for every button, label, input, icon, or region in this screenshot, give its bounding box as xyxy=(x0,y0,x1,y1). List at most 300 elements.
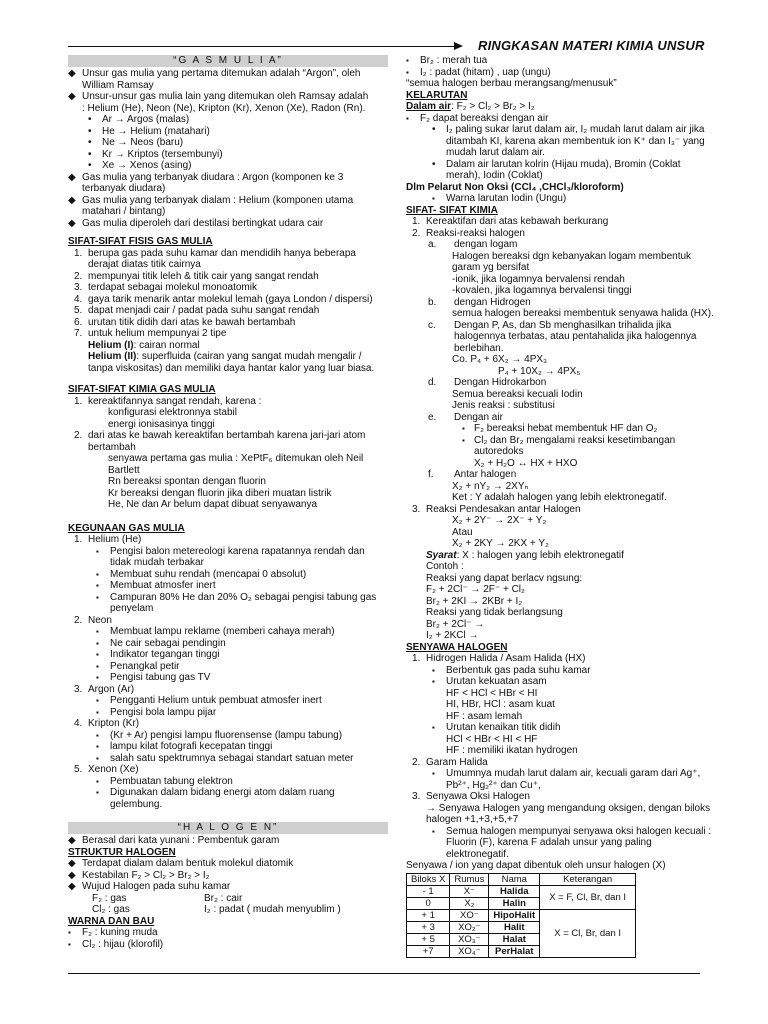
list-item xyxy=(406,596,702,608)
list-item-text: X₂ + 2Y⁻ → 2X⁻ + Y₂ xyxy=(452,515,547,526)
right-column xyxy=(406,55,714,958)
list-item xyxy=(68,114,388,126)
kegunaan-title: KEGUNAAN GAS MULIA xyxy=(68,522,185,534)
header-rule xyxy=(68,46,456,47)
list-item-text: He, Ne dan Ar belum dapat dibuat senyawanya xyxy=(108,499,318,510)
sifat-kimia-gas-mulia-title: SIFAT-SIFAT KIMIA GAS MULIA xyxy=(68,384,216,395)
list-item-text: : Helium (He), Neon (Ne), Kripton (Kr), Xenon (Xe), Radon (Rn). xyxy=(82,102,366,114)
list-item xyxy=(406,504,702,516)
list-item-text: Pengisi bola lampu pijar xyxy=(110,706,217,718)
gas-mulia-intro-list xyxy=(68,68,388,229)
list-item-text: I₂ + 2KCl → xyxy=(426,630,479,641)
list-item-text: Pengisi tabung gas TV xyxy=(110,672,211,683)
list-item xyxy=(406,665,702,677)
list-item xyxy=(406,584,702,596)
list-item-text: Ket : Y adalah halogen yang lebih elektronegatif. xyxy=(452,492,667,503)
list-item xyxy=(406,389,702,401)
square-bullet-icon: ▪ xyxy=(406,67,409,77)
list-item xyxy=(406,688,702,700)
list-item xyxy=(406,768,702,780)
list-item xyxy=(406,780,702,792)
list-item xyxy=(406,308,714,320)
list-item xyxy=(406,193,702,205)
square-bullet-icon: ▪ xyxy=(432,677,435,686)
list-item xyxy=(406,435,702,447)
list-item-text: Kr bereaksi dengan fluorin jika diberi muatan listrik xyxy=(108,487,332,499)
diamond-bullet-icon: ◆ xyxy=(68,68,76,79)
list-item-text: Urutan kenaikan titik didih xyxy=(446,722,561,733)
list-item-text: I₂ : padat (hitam) , uap (ungu) xyxy=(420,66,551,78)
list-item xyxy=(406,757,702,769)
list-item-text: HCl < HBr < HI < HF xyxy=(446,733,538,745)
list-marker: 1. xyxy=(74,247,83,259)
list-item xyxy=(68,787,388,799)
list-item xyxy=(68,430,388,442)
list-item-text: urutan titik didih dari atas ke bawah bertambah xyxy=(88,316,296,328)
square-bullet-icon: ▪ xyxy=(432,665,435,675)
list-item xyxy=(68,661,388,673)
list-item-text: HF : memiliki ikatan hydrogen xyxy=(446,745,578,756)
list-item xyxy=(406,400,702,412)
list-marker: 7. xyxy=(74,328,83,339)
diamond-bullet-icon: ◆ xyxy=(68,217,76,229)
list-item xyxy=(68,317,388,329)
list-item-text: halogen +1,+3,+5,+7 xyxy=(426,814,519,825)
list-item-text: mudah larut dalam air. xyxy=(446,147,545,158)
list-item-text: berupa gas pada suhu kamar dan mendidih hanya beberapa xyxy=(88,247,356,259)
non-oksi-list xyxy=(406,193,702,205)
list-item-text: Pb²⁺, Hg₂²⁺ dan Cu⁺, xyxy=(446,779,541,791)
list-item xyxy=(406,630,702,642)
list-item-text: Hidrogen Halida / Asam Halida (HX) xyxy=(426,653,586,664)
list-item xyxy=(406,607,702,619)
square-bullet-icon: ▪ xyxy=(68,939,71,949)
list-item-text: I₂ paling sukar larut dalam air, I₂ mudah larut dalam air jika xyxy=(446,124,705,135)
list-marker: 3. xyxy=(74,683,83,695)
list-item xyxy=(68,160,388,172)
non-oksi-title: Dlm Pelarut Non Oksi (CCl₄ ,CHCl₃/kloroform) xyxy=(406,181,624,193)
list-item xyxy=(406,262,702,274)
list-item xyxy=(68,603,388,615)
list-item-text: penyelam xyxy=(110,603,154,614)
list-item xyxy=(406,481,702,493)
list-item-text: dengan Hidrogen xyxy=(454,296,531,308)
square-bullet-icon: ▪ xyxy=(96,581,99,590)
list-item xyxy=(406,377,702,389)
list-item-text: Xe → Xenos (asing) xyxy=(102,160,192,171)
list-marker: 1. xyxy=(412,216,421,227)
list-item-text: Halogen bereaksi dgn kebanyakan logam membentuk xyxy=(452,250,692,262)
list-item-text: Kr → Kriptos (tersembunyi) xyxy=(102,148,223,160)
list-item-text: Dalam air larutan kolrin (Hijau muda), Bromin (Coklat xyxy=(446,158,681,170)
list-item-text: Rn bereaksi spontan dengan fluorin xyxy=(108,476,266,487)
list-item xyxy=(68,305,388,317)
table-header: Keterangan xyxy=(540,873,636,885)
list-marker: 5. xyxy=(74,764,83,775)
senyawa-list xyxy=(406,653,712,860)
list-item xyxy=(406,802,711,815)
list-item-text: HF : asam lemah xyxy=(446,710,523,722)
helium-2-cont: tanpa viskositas) dan memiliki daya hantar kalor yang luar biasa. xyxy=(88,362,375,374)
table-caption: Senyawa / ion yang dapat dibentuk oleh unsur halogen (X) xyxy=(406,860,666,871)
list-item xyxy=(68,592,388,604)
list-item xyxy=(68,465,388,477)
list-item-text: Garam Halida xyxy=(426,756,488,768)
list-item-text: Argon (Ar) xyxy=(88,683,135,695)
list-item-text: Br₂ + 2Cl⁻ → xyxy=(426,618,485,630)
footer-rule xyxy=(68,973,700,974)
list-item xyxy=(406,354,702,366)
list-item xyxy=(68,488,388,500)
list-item xyxy=(406,722,702,734)
list-item xyxy=(68,707,388,719)
halogen-origin-row: ◆ Berasal dari kata yunani : Pembentuk garam xyxy=(68,835,280,846)
table-header-row xyxy=(407,873,636,885)
square-bullet-icon: ▪ xyxy=(406,113,409,123)
list-item-text: Co. P₄ + 6X₂ → 4PX₃ xyxy=(452,354,548,365)
list-item-text: Terdapat dialam dalam bentuk molekul diatomik xyxy=(82,858,294,869)
list-item-text: Cl₂ dan Br₂ mengalami reaksi kesetimbangan xyxy=(474,434,676,446)
list-item xyxy=(68,638,388,650)
dalam-air-row: Dalam air : F₂ > Cl₂ > Br₂ > I₂ xyxy=(406,101,535,112)
helium-2-row: Helium (II) : superfluida (cairan yang sangat mudah mengalir / xyxy=(88,351,362,362)
dot-bullet-icon: • xyxy=(88,137,92,148)
square-bullet-icon: ▪ xyxy=(96,673,99,682)
list-item-text: Fluorin (F), karena F adalah unsur yang paling xyxy=(446,837,652,848)
list-item-text: untuk helium mempunyai 2 tipe xyxy=(88,328,227,339)
list-item xyxy=(68,569,388,581)
dot-bullet-icon: • xyxy=(88,114,92,125)
list-item-text: ditambah KI, karena akan membentuk ion K⁺ dan I₃⁻ yang xyxy=(446,135,705,147)
list-item-text: X₂ + 2KY → 2KX + Y₂ xyxy=(452,538,549,549)
oksi-halogen-table xyxy=(406,873,636,958)
list-item-text: Pembuatan tabung elektron xyxy=(110,775,233,787)
list-item xyxy=(68,126,388,138)
warna-cont-list xyxy=(406,55,702,90)
list-item xyxy=(68,615,388,627)
list-item-text: F₂ dapat bereaksi dengan air xyxy=(420,112,549,124)
square-bullet-icon: ▪ xyxy=(96,730,99,740)
list-item xyxy=(68,442,388,454)
list-item xyxy=(68,218,388,230)
list-item-text: Jenis reaksi : substitusi xyxy=(452,400,555,411)
list-item xyxy=(68,68,388,80)
square-bullet-icon: ▪ xyxy=(462,424,465,433)
list-item-text: semua halogen bereaksi membentuk senyawa halida (HX). xyxy=(452,308,714,319)
list-item xyxy=(406,135,705,148)
list-marker: 2. xyxy=(412,756,421,768)
list-marker: f. xyxy=(428,469,434,480)
warna-list xyxy=(68,927,388,950)
list-item xyxy=(68,764,388,776)
list-item xyxy=(68,407,388,419)
list-item-text: Br₂ + 2KI → 2KBr + I₂ xyxy=(426,595,523,607)
list-item-text: F₂ bereaksi hebat membentuk HF dan O₂ xyxy=(474,423,658,434)
list-item xyxy=(406,331,702,343)
list-item-text: Wujud Halogen pada suhu kamar xyxy=(82,881,231,892)
square-bullet-icon: ▪ xyxy=(432,826,435,836)
list-item-text: Semua bereaksi kecuali Iodin xyxy=(452,388,583,400)
struktur-list xyxy=(68,858,388,893)
list-item xyxy=(406,711,702,723)
list-item-text: Kripton (Kr) xyxy=(88,718,140,729)
list-marker: 2. xyxy=(74,430,83,441)
list-item-text: William Ramsay xyxy=(82,79,154,91)
list-marker: 4. xyxy=(74,718,83,729)
table-row: 0 X₂ Halin xyxy=(407,897,636,909)
list-item xyxy=(406,837,702,849)
list-item-text: Campuran 80% He dan 20% O₂ sebagai pengisi tabung gas xyxy=(110,591,377,603)
list-item xyxy=(68,91,388,103)
list-item-text: terbanyak diudara) xyxy=(82,183,166,194)
table-row: + 3 XO₂⁻ Halit xyxy=(407,921,636,933)
list-item xyxy=(68,730,388,742)
sifat-fisis-list xyxy=(68,248,388,340)
list-item-text: -ionik, jika logamnya bervalensi rendah xyxy=(452,273,625,285)
list-marker: 3. xyxy=(74,282,83,293)
list-item xyxy=(68,718,388,730)
diamond-bullet-icon: ◆ xyxy=(68,194,76,206)
diamond-bullet-icon: ◆ xyxy=(68,858,76,869)
list-item xyxy=(406,124,705,136)
list-item xyxy=(406,67,702,79)
list-item xyxy=(68,103,388,115)
square-bullet-icon: ▪ xyxy=(96,753,99,763)
list-item xyxy=(406,458,702,470)
list-item-text: P₄ + 10X₂ → 4PX₅ xyxy=(498,365,581,377)
list-item xyxy=(406,78,702,90)
square-bullet-icon: ▪ xyxy=(96,569,99,579)
table-row: +7 XO₄⁻ PerHalat xyxy=(407,945,636,957)
warna-title: WARNA DAN BAU xyxy=(68,915,155,927)
square-bullet-icon: ▪ xyxy=(432,769,435,778)
list-item-text: Atau xyxy=(452,526,473,538)
gas-mulia-band: “G A S M U L I A” xyxy=(68,55,388,67)
document-title: RINGKASAN MATERI KIMIA UNSUR xyxy=(478,38,705,53)
list-item-text: Pengganti Helium untuk pembuat atmosfer inert xyxy=(110,695,322,706)
list-item xyxy=(406,285,702,297)
list-item xyxy=(406,251,702,263)
list-item-text: konfigurasi elektronnya stabil xyxy=(108,407,237,418)
list-marker: 1. xyxy=(412,653,421,664)
square-bullet-icon: ▪ xyxy=(96,650,99,659)
list-item-text: Unsur-unsur gas mulia lain yang ditemukan oleh Ramsay adalah xyxy=(82,91,369,102)
square-bullet-icon: ▪ xyxy=(432,723,435,732)
list-item xyxy=(68,741,388,753)
wujud-row-1: F₂ : gas Br₂ : cair xyxy=(92,892,243,904)
list-item xyxy=(406,343,702,355)
list-item-text: Umumnya mudah larut dalam air, kecuali garam dari Ag⁺, xyxy=(446,768,701,779)
list-item xyxy=(406,699,702,711)
list-item-text: F₂ : kuning muda xyxy=(82,927,158,938)
square-bullet-icon: ▪ xyxy=(68,928,71,937)
list-item xyxy=(406,216,702,228)
list-marker: 2. xyxy=(412,227,421,239)
list-item-text: garam yg bersifat xyxy=(452,262,530,273)
list-item xyxy=(406,515,702,527)
square-bullet-icon: ▪ xyxy=(406,56,409,65)
list-item-text: Xenon (Xe) xyxy=(88,764,139,775)
list-item xyxy=(68,206,388,218)
list-item-text: Indikator tegangan tinggi xyxy=(110,649,220,660)
list-item-text: He → Helium (matahari) xyxy=(102,125,210,137)
list-item-text: Gas mulia yang terbanyak diudara : Argon (komponen ke 3 xyxy=(82,171,344,183)
list-item xyxy=(406,159,702,171)
square-bullet-icon: ▪ xyxy=(96,638,99,648)
dot-bullet-icon: • xyxy=(88,148,92,160)
list-item-text: -kovalen, jika logamnya bervalensi tinggi xyxy=(452,285,632,296)
list-item xyxy=(406,676,702,688)
list-marker: d. xyxy=(428,377,437,388)
list-item-text: autoredoks xyxy=(474,446,524,457)
list-item-text: Kereaktifan dari atas kebawah berkurang xyxy=(426,216,609,227)
diamond-bullet-icon: ◆ xyxy=(68,869,76,881)
kegunaan-list xyxy=(68,534,388,810)
list-item xyxy=(406,297,702,309)
helium-1-row: Helium (I) : cairan normal xyxy=(88,339,200,351)
list-item xyxy=(68,137,388,149)
list-item xyxy=(68,499,388,511)
list-item-text: Warna larutan Iodin (Ungu) xyxy=(446,193,567,204)
square-bullet-icon: ▪ xyxy=(96,696,99,705)
list-item xyxy=(406,423,702,435)
square-bullet-icon: ▪ xyxy=(96,742,99,751)
list-item xyxy=(68,294,388,306)
list-item xyxy=(406,492,702,504)
list-marker: 1. xyxy=(74,395,83,407)
list-item xyxy=(68,776,388,788)
contoh-list xyxy=(406,561,702,642)
list-item xyxy=(406,446,702,458)
list-item xyxy=(68,453,388,465)
list-marker: 5. xyxy=(74,305,83,316)
list-marker: e. xyxy=(428,411,437,423)
list-marker: a. xyxy=(428,239,437,250)
list-item xyxy=(406,734,702,746)
header-arrow-icon xyxy=(454,42,463,50)
list-item-text: matahari / bintang) xyxy=(82,206,166,217)
list-item-text: HF < HCl < HBr < HI xyxy=(446,687,538,699)
kelarutan-title: KELARUTAN xyxy=(406,89,468,101)
list-item xyxy=(406,366,702,378)
list-marker: 2. xyxy=(74,270,83,282)
list-item xyxy=(406,791,702,803)
square-bullet-icon: ▪ xyxy=(432,194,435,203)
list-item-text: Antar halogen xyxy=(454,469,517,480)
list-item xyxy=(406,228,702,240)
list-item-text: Senyawa Oksi Halogen xyxy=(426,791,530,802)
list-item-text: F₂ + 2Cl⁻ → 2F⁻ + Cl₂ xyxy=(426,584,525,595)
list-item xyxy=(68,649,388,661)
square-bullet-icon: ▪ xyxy=(96,776,99,786)
list-item xyxy=(68,858,388,870)
list-item-text: Reaksi yang tidak berlangsung xyxy=(426,607,563,618)
list-item-text: HI, HBr, HCl : asam kuat xyxy=(446,699,555,710)
list-item xyxy=(68,672,388,684)
left-column xyxy=(68,55,388,950)
list-item xyxy=(68,149,388,161)
list-item xyxy=(68,328,388,340)
list-item-text: dari atas ke bawah kereaktifan bertambah karena jari-jari atom xyxy=(88,430,366,441)
list-item xyxy=(68,695,388,707)
list-marker: b. xyxy=(428,296,437,308)
syarat-row: Syarat : X : halogen yang lebih elektronegatif xyxy=(426,549,624,561)
list-item xyxy=(406,538,702,550)
list-item-text: gelembung. xyxy=(110,798,163,810)
list-item xyxy=(68,881,388,893)
list-item-text: berlebihan. xyxy=(454,342,504,354)
list-item-text: Berbentuk gas pada suhu kamar xyxy=(446,664,591,676)
list-item-text: Dengan air xyxy=(454,411,503,423)
square-bullet-icon: ▪ xyxy=(462,435,465,445)
list-item xyxy=(68,259,388,271)
list-marker: 1. xyxy=(74,534,83,545)
square-bullet-icon: ▪ xyxy=(96,661,99,671)
list-item-text: Kestabilan F₂ > Cl₂ > Br₂ > I₂ xyxy=(82,869,210,881)
list-item xyxy=(406,619,702,631)
list-item xyxy=(68,753,388,765)
list-item xyxy=(68,195,388,207)
list-item xyxy=(406,55,702,67)
list-item-text: terdapat sebagai molekul monoatomik xyxy=(88,282,257,293)
list-item-text: merah), Iodin (Coklat) xyxy=(446,170,543,181)
list-item-text: mempunyai titik leleh & titik cair yang sangat rendah xyxy=(88,270,319,282)
diamond-bullet-icon: ◆ xyxy=(68,171,76,183)
list-item-text: Membuat lampu reklame (memberi cahaya merah) xyxy=(110,626,335,637)
list-item xyxy=(68,557,388,569)
list-item xyxy=(68,419,388,431)
list-item xyxy=(406,239,702,251)
table-row: - 1 X⁻ Halida X = F, Cl, Br, dan I xyxy=(407,885,636,897)
list-item xyxy=(406,113,702,125)
list-item xyxy=(68,396,388,408)
senyawa-title: SENYAWA HALOGEN xyxy=(406,641,508,653)
struktur-title: STRUKTUR HALOGEN xyxy=(68,846,176,858)
list-item xyxy=(68,282,388,294)
list-item-text: Membuat suhu rendah (mencapai 0 absolut) xyxy=(110,568,307,580)
list-item-text: (Kr + Ar) pengisi lampu fluorensense (lampu tabung) xyxy=(110,729,343,741)
dot-bullet-icon: • xyxy=(432,124,436,135)
dot-bullet-icon: • xyxy=(88,160,92,171)
diamond-bullet-icon: ◆ xyxy=(68,881,76,892)
square-bullet-icon: ▪ xyxy=(96,592,99,602)
list-item xyxy=(68,870,388,882)
list-item xyxy=(68,626,388,638)
list-item-text: Contoh : xyxy=(426,561,464,572)
list-item-text: derajat diatas titik cairnya xyxy=(88,259,201,270)
list-item-text: Gas mulia diperoleh dari destilasi bertingkat udara cair xyxy=(82,217,324,229)
list-item-text: Reaksi yang dapat berlacv ngsung: xyxy=(426,572,583,584)
diamond-bullet-icon: ◆ xyxy=(68,91,76,102)
list-item-text: Membuat atmosfer inert xyxy=(110,580,216,591)
list-item xyxy=(68,172,388,184)
sifat-kimia-gas-mulia-list xyxy=(68,396,388,511)
list-marker: 3. xyxy=(412,503,421,515)
list-marker: 3. xyxy=(412,791,421,802)
list-item xyxy=(406,412,702,424)
list-item-text: dengan logam xyxy=(454,239,518,250)
square-bullet-icon: ▪ xyxy=(96,788,99,797)
list-item-text: Helium (He) xyxy=(88,534,142,545)
table-header: Rumus xyxy=(450,873,489,885)
list-item-text: dapat menjadi cair / padat pada suhu sangat rendah xyxy=(88,305,320,316)
list-item-text: X₂ + H₂O ↔ HX + HXO xyxy=(474,457,578,469)
list-marker: 4. xyxy=(74,293,83,305)
list-item-text: tidak mudah terbakar xyxy=(110,557,204,568)
list-item xyxy=(68,476,388,488)
list-item-text: Br₂ : merah tua xyxy=(420,55,488,66)
list-marker: 2. xyxy=(74,614,83,626)
